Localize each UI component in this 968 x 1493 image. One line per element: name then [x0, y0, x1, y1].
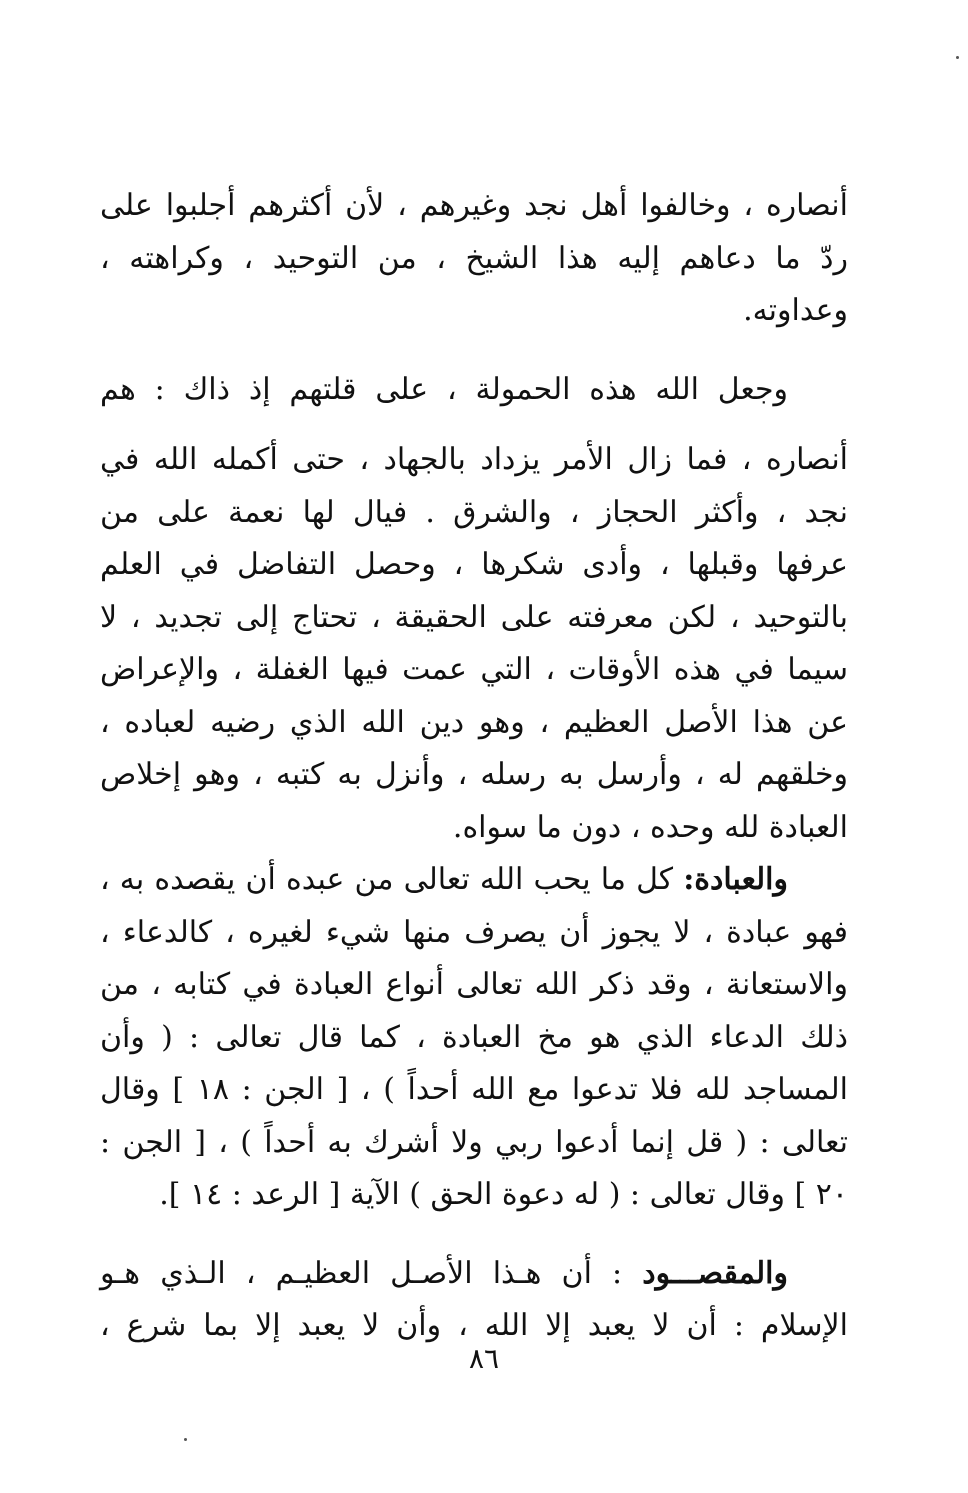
- text-line: العبادة لله وحده ، دون ما سواه.: [452, 809, 848, 845]
- text-line: نجد ، وأكثر الحجاز ، والشرق . فيال لها نعمة على من: [100, 494, 848, 530]
- text-line: عن هذا الأصل العظيم ، وهو دين الله الذي رضيه لعباده ،: [100, 704, 848, 740]
- text-line: ذلك الدعاء الذي هو مخ العبادة ، كما قال تعالى : ( وأن: [100, 1019, 848, 1055]
- page-number: ٨٦: [468, 1342, 500, 1375]
- text-line: تعالى : ( قل إنما أدعوا ربي ولا أشرك به أحداً ) ، [ الجن :: [100, 1124, 848, 1160]
- text-line: عرفها وقبلها ، وأدى شكرها ، وحصل التفاضل في العلم: [100, 547, 848, 582]
- text-line: فهو عبادة ، لا يجوز أن يصرف منها شيء لغيره ، كالدعاء ،: [100, 914, 848, 950]
- text-line: الإسلام : أن لا يعبد إلا الله ، وأن لا يعبد إلا بما شرع ،: [100, 1308, 848, 1343]
- paragraph-2: [100, 364, 848, 855]
- text-line: أنصاره ، فما زال الأمر يزداد بالجهاد ، حتى أكمله الله في: [100, 442, 848, 477]
- paragraph-3: [100, 854, 848, 1222]
- text-line: سيما في هذه الأوقات ، التي عمت فيها الغفلة ، والإعراض: [100, 652, 848, 687]
- text-line: وعداوته.: [743, 293, 848, 328]
- text-line: ردّ ما دعاهم إليه هذا الشيخ ، من التوحيد ، وكراهته ،: [100, 240, 848, 276]
- text-line: ٢٠ ] وقال تعالى : ( له دعوة الحق ) الآية [ الرعد : ١٤ ].: [159, 1177, 848, 1212]
- text-span: : أن هـذا الأصـل العظيـم ، الـذي هـو: [100, 1255, 643, 1291]
- scan-speck: [956, 56, 959, 59]
- text-line: [100, 854, 848, 907]
- text-line: والاستعانة ، وقد ذكر الله تعالى أنواع العبادة في كتابه ، من: [100, 967, 848, 1002]
- text-line: بالتوحيد ، لكن معرفته على الحقيقة ، تحتاج إلى تجديد ، لا: [100, 599, 848, 635]
- text-line: وجعل الله هذه الحمولة ، على قلتهم إذ ذاك : هم: [100, 371, 788, 407]
- text-line: وخلقهم له ، وأرسل به رسله ، وأنزل به كتبه ، وهو إخلاص: [100, 757, 848, 792]
- term-heading: والعبادة:: [683, 862, 788, 897]
- paragraph-1: [100, 180, 848, 338]
- text-line: أنصاره ، وخالفوا أهل نجد وغيرهم ، لأن أكثرهم أجلبوا على: [100, 188, 848, 223]
- text-line: [100, 1248, 848, 1301]
- scan-speck: [184, 1438, 187, 1441]
- text-line: المساجد لله فلا تدعوا مع الله أحداً ) ، [ الجن : ١٨ ] وقال: [100, 1072, 848, 1107]
- paragraph-4: [100, 1248, 848, 1353]
- text-span: كل ما يحب الله تعالى من عبده أن يقصده به ،: [100, 862, 684, 897]
- page-body: [100, 180, 848, 1353]
- term-heading: والمقصـــود: [642, 1255, 788, 1291]
